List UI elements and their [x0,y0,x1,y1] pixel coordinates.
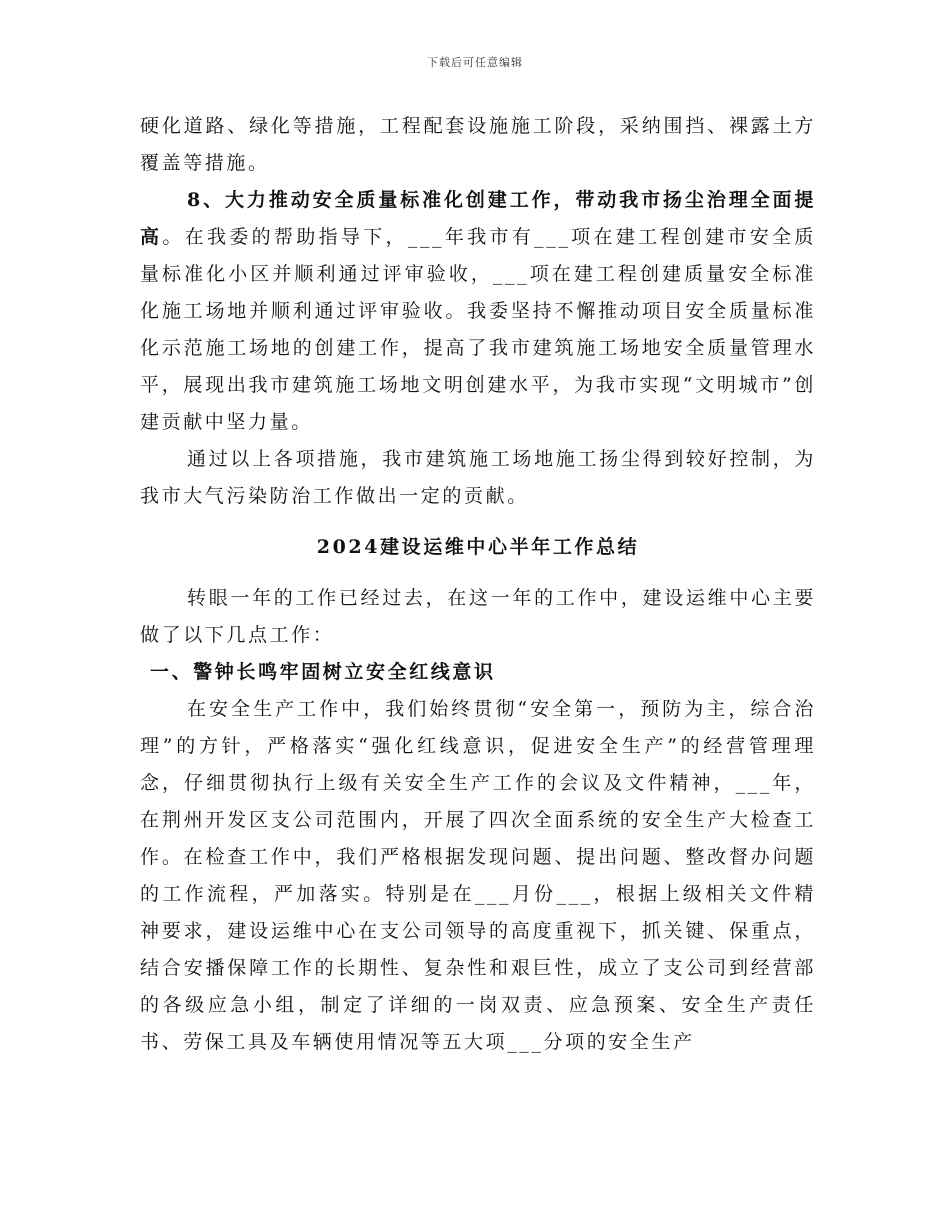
document-body [140,108,816,1061]
paragraph-safety: 在安全生产工作中，我们始终贯彻“安全第一，预防为主，综合治理”的方针，严格落实“强化红线意识，促进安全生产”的经营管理理念，仔细贯彻执行上级有关安全生产工作的会议及文件精神，___年，在荆州开发区支公司范围内，开展了四次全面系统的安全生产大检查工作。在检查工作中，我们严格根据发现问题、提出问题、整改督办问题的工作流程，严加落实。特别是在___月份___，根据上级相关文件精神要求，建设运维中心在支公司领导的高度重视下，抓关键、保重点，结合安播保障工作的长期性、复杂性和艰巨性，成立了支公司到经营部的各级应急小组，制定了详细的一岗双责、应急预案、安全生产责任书、劳保工具及车辆使用情况等五大项___分项的安全生产 [140,698,816,1053]
item-8-bold-lead: 8、大力推动安全质量标准化创建工作，带动我市扬尘治理全面提高 [140,189,816,248]
page-header: 下载后可任意编辑 [427,56,523,69]
paragraph-continued: 硬化道路、绿化等措施，工程配套设施施工阶段，采纳围挡、裸露土方覆盖等措施。 [140,115,816,174]
item-8-body: 。在我委的帮助指导下，___年我市有___项在建工程创建市安全质量标准化小区并顺利通过评审验收，___项在建工程创建质量安全标准化施工场地并顺利通过评审验收。我委坚持不懈推动项目安全质量标准化示范施工场地的创建工作，提高了我市建筑施工场地安全质量管理水平，展现出我市建筑施工场地文明创建水平，为我市实现“文明城市”创建贡献中坚力量。 [140,226,816,433]
paragraph-summary: 通过以上各项措施，我市建筑施工场地施工扬尘得到较好控制，为我市大气污染防治工作做出一定的贡献。 [140,448,816,507]
section-heading-1: 一、警钟长鸣牢固树立安全红线意识 [150,661,496,683]
paragraph-intro: 转眼一年的工作已经过去，在这一年的工作中，建设运维中心主要做了以下几点工作： [140,587,816,646]
paragraph-item-8 [140,182,816,441]
document-title: 2024建设运维中心半年工作总结 [316,536,640,558]
